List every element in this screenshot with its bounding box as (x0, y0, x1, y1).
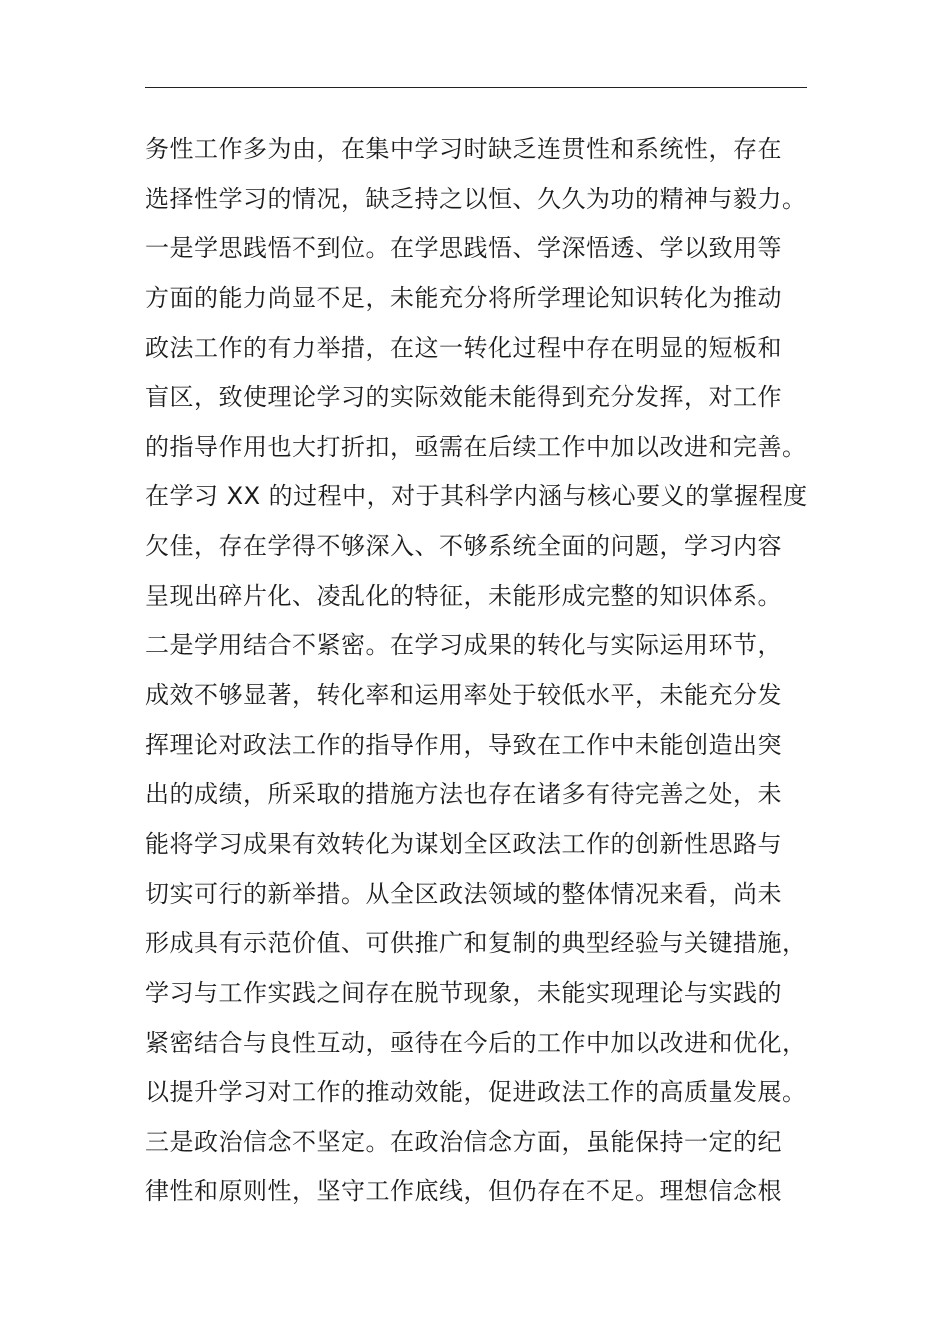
document-body (145, 125, 815, 1217)
header-rule (145, 87, 807, 88)
text-line: 务性工作多为由，在集中学习时缺乏连贯性和系统性，存在 (145, 135, 782, 163)
text-line: 的指导作用也大打折扣，亟需在后续工作中加以改进和完善。 (145, 432, 807, 461)
text-line: 二是学用结合不紧密。在学习成果的转化与实际运用环节， (145, 631, 782, 660)
text-line: 学习与工作实践之间存在脱节现象，未能实现理论与实践的 (145, 978, 782, 1007)
text-line: 挥理论对政法工作的指导作用，导致在工作中未能创造出突 (145, 730, 782, 759)
text-line: 选择性学习的情况，缺乏持之以恒、久久为功的精神与毅力。 (145, 184, 807, 213)
text-line: 律性和原则性，坚守工作底线，但仍存在不足。理想信念根 (145, 1177, 782, 1206)
text-line: 政法工作的有力举措，在这一转化过程中存在明显的短板和 (145, 333, 782, 362)
text-line: 紧密结合与良性互动，亟待在今后的工作中加以改进和优化， (145, 1028, 807, 1057)
text-line: 方面的能力尚显不足，未能充分将所学理论知识转化为推动 (145, 283, 782, 312)
text-line: 一是学思践悟不到位。在学思践悟、学深悟透、学以致用等 (145, 234, 782, 263)
text-line: 出的成绩，所采取的措施方法也存在诸多有待完善之处，未 (145, 780, 782, 809)
text-line: 形成具有示范价值、可供推广和复制的典型经验与关键措施， (145, 929, 807, 958)
text-line: 呈现出碎片化、凌乱化的特征，未能形成完整的知识体系。 (145, 581, 782, 610)
text-line: 盲区，致使理论学习的实际效能未能得到充分发挥，对工作 (145, 383, 782, 412)
text-line: 三是政治信念不坚定。在政治信念方面，虽能保持一定的纪 (145, 1127, 782, 1156)
text-line: 欠佳，存在学得不够深入、不够系统全面的问题，学习内容 (145, 532, 782, 561)
text-line: 在学习 XX 的过程中，对于其科学内涵与核心要义的掌握程度 (145, 482, 808, 511)
text-line: 能将学习成果有效转化为谋划全区政法工作的创新性思路与 (145, 829, 782, 858)
text-line: 切实可行的新举措。从全区政法领域的整体情况来看，尚未 (145, 879, 782, 908)
text-line: 成效不够显著，转化率和运用率处于较低水平，未能充分发 (145, 681, 782, 710)
text-line: 以提升学习对工作的推动效能，促进政法工作的高质量发展。 (145, 1078, 807, 1107)
